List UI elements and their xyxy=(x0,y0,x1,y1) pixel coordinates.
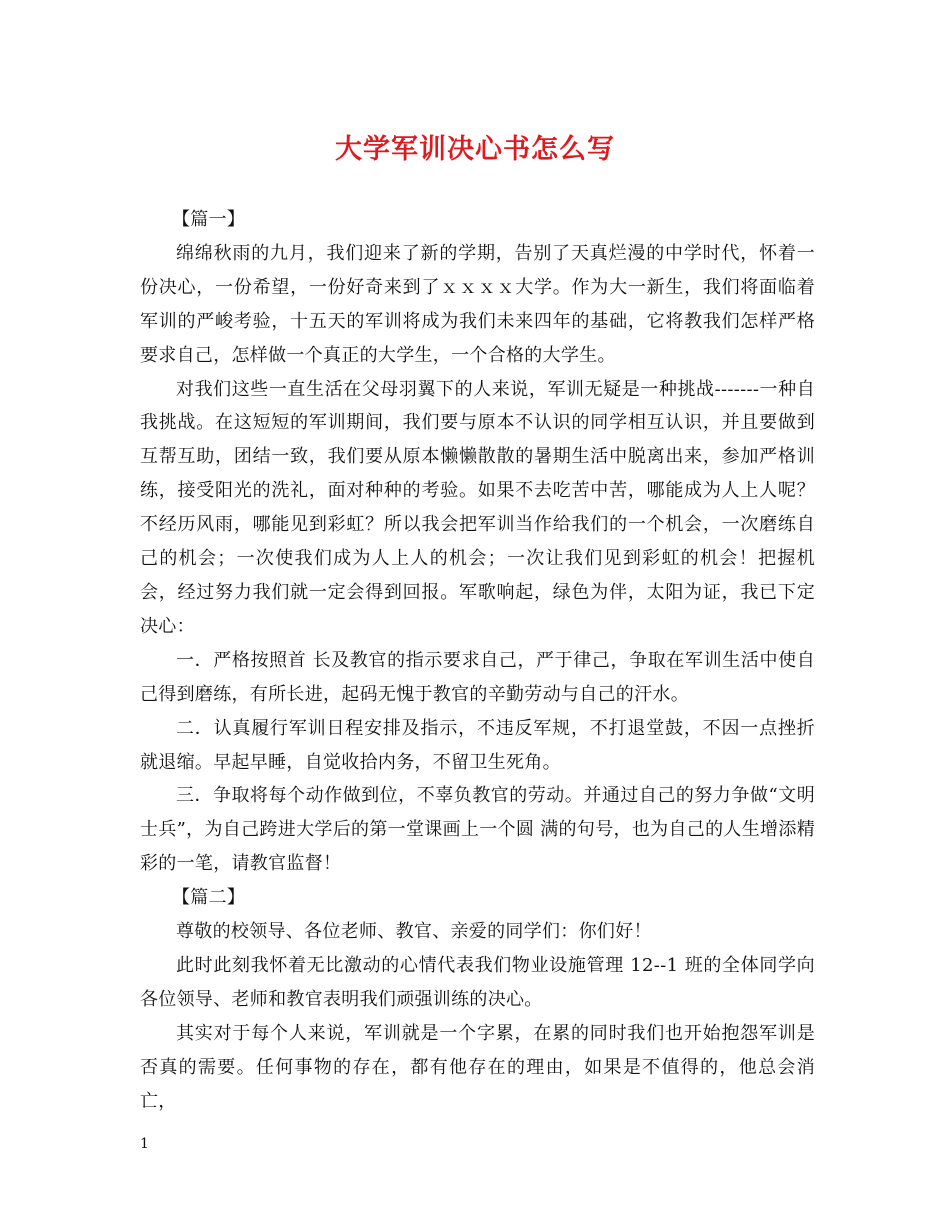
section-heading-1: 【篇一】 xyxy=(172,209,246,230)
paragraph: 此时此刻我怀着无比激动的心情代表我们物业设施管理 12--1 班的全体同学向各位领导、老师和教官表明我们顽强训练的决心。 xyxy=(140,954,815,1010)
document-body xyxy=(140,203,815,1118)
page-number: 1 xyxy=(140,1136,149,1152)
paragraph: 二．认真履行军训日程安排及指示，不违反军规，不打退堂鼓，不因一点挫折就退缩。早起早睡，自觉收拾内务，不留卫生死角。 xyxy=(140,717,815,773)
paragraph: 对我们这些一直生活在父母羽翼下的人来说，军训无疑是一种挑战-------一种自我挑战。在这短短的军训期间，我们要与原本不认识的同学相互认识，并且要做到互帮互助，团结一致，我们要从原本懒懒散散的暑期生活中脱离出来，参加严格训练，接受阳光的洗礼，面对种种的考验。如果不去吃苦中苦，哪能成为人上人呢？不经历风雨，哪能见到彩虹？所以我会把军训当作给我们的一个机会，一次磨练自己的机会；一次使我们成为人上人的机会；一次让我们见到彩虹的机会！把握机会，经过努力我们就一定会得到回报。军歌响起，绿色为伴，太阳为证，我已下定决心： xyxy=(140,378,815,637)
paragraph: 其实对于每个人来说，军训就是一个字累，在累的同时我们也开始抱怨军训是否真的需要。任何事物的存在，都有他存在的理由，如果是不值得的，他总会消亡， xyxy=(140,1022,815,1112)
section-heading-2: 【篇二】 xyxy=(172,887,246,909)
paragraph: 三．争取将每个动作做到位，不辜负教官的劳动。并通过自己的努力争做“文明士兵”，为自己跨进大学后的第一堂课画上一个圆 满的句号，也为自己的人生增添精彩的一笔，请教官监督！ xyxy=(140,785,815,875)
paragraph: 绵绵秋雨的九月，我们迎来了新的学期，告别了天真烂漫的中学时代，怀着一份决心，一份希望，一份好奇来到了ｘｘｘｘ大学。作为大一新生，我们将面临着军训的严峻考验，十五天的军训将成为我们未来四年的基础，它将教我们怎样严格要求自己，怎样做一个真正的大学生，一个合格的大学生。 xyxy=(140,242,815,366)
paragraph: 尊敬的校领导、各位老师、教官、亲爱的同学们：你们好！ xyxy=(176,921,652,943)
document-title: 大学军训决心书怎么写 xyxy=(335,134,615,165)
paragraph: 一．严格按照首 长及教官的指示要求自己，严于律己，争取在军训生活中使自己得到磨练，有所长进，起码无愧于教官的辛勤劳动与自己的汗水。 xyxy=(140,649,815,705)
